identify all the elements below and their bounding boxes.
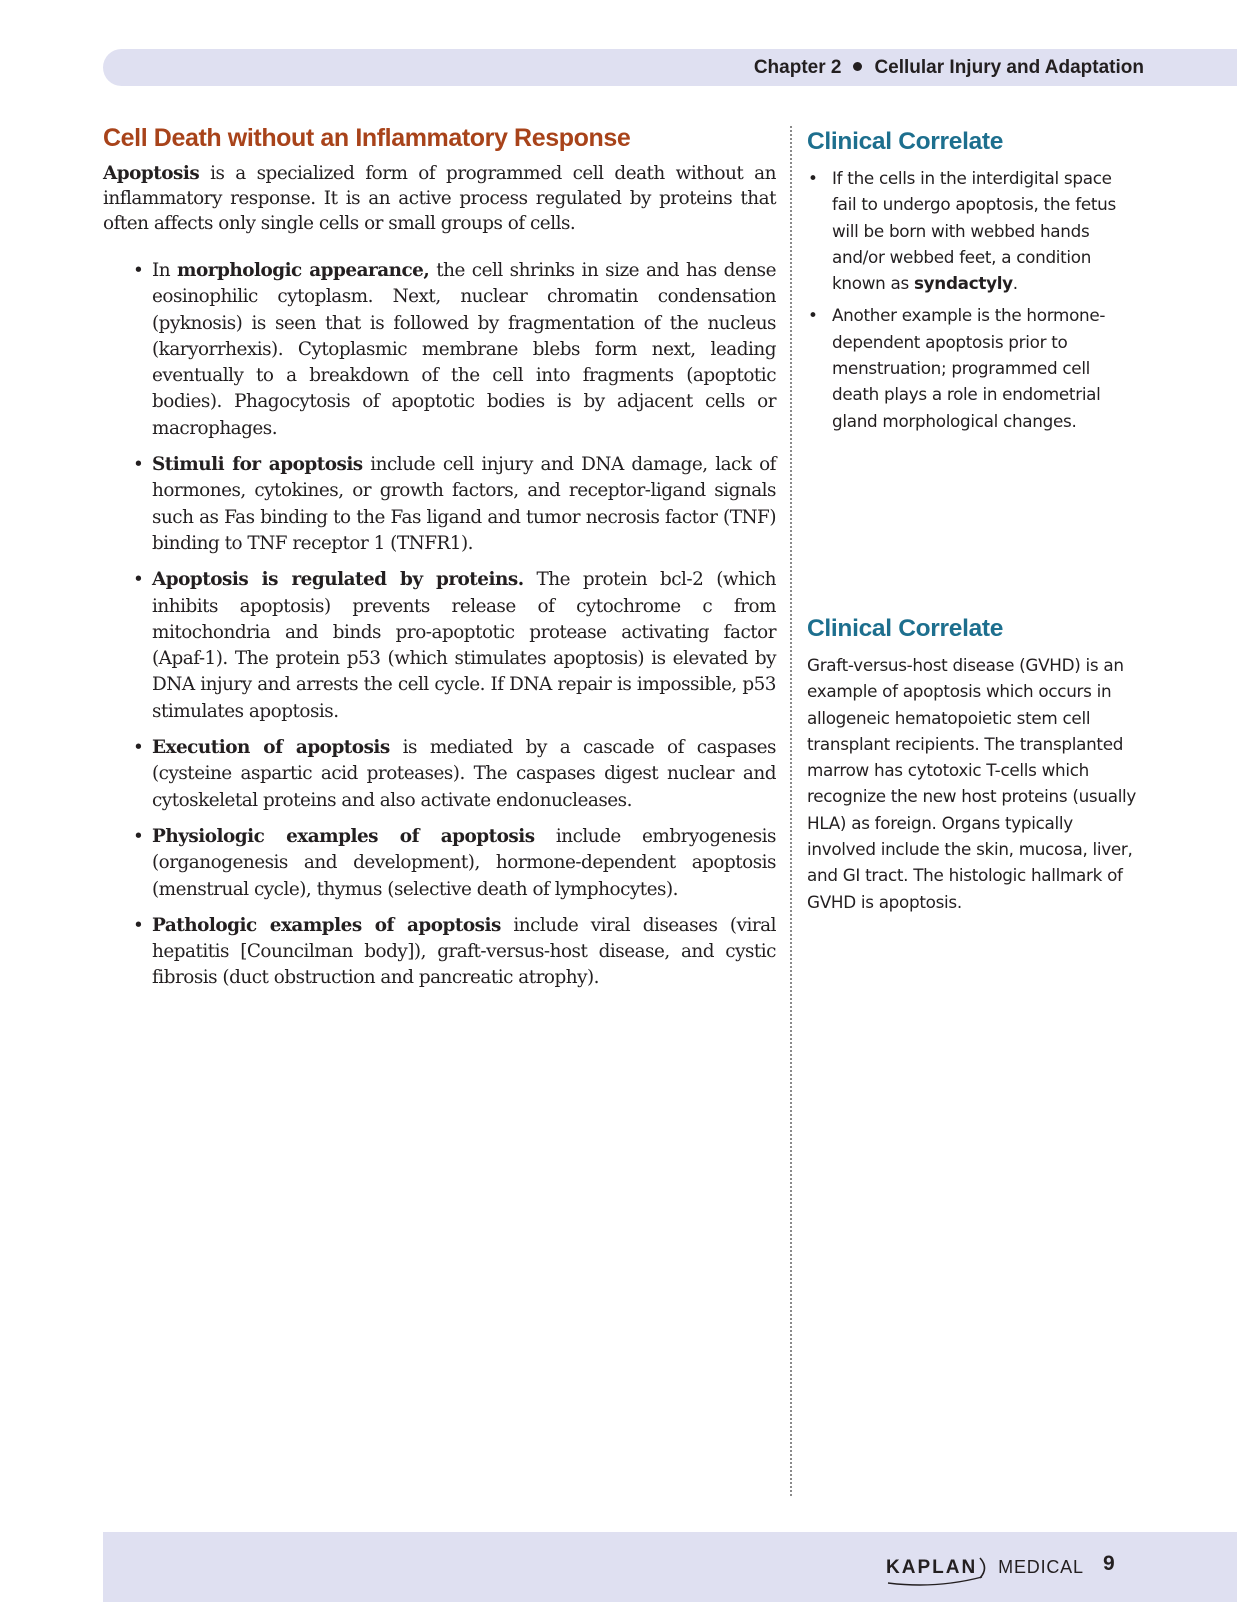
intro-paragraph bbox=[103, 161, 776, 236]
bullet-icon: • bbox=[133, 825, 144, 847]
list-item: • Execution of apoptosis is mediated by a cascade of caspases (cysteine aspartic acid proteases). The caspases digest nuclear and cytoskeletal proteins and also activate endonucleases. bbox=[133, 737, 776, 811]
sidebar-bullet-list bbox=[807, 165, 1137, 434]
brand-name: KAPLAN bbox=[886, 1557, 978, 1579]
list-item: • Another example is the hormone-dependent apoptosis prior to menstruation; programmed cell death plays a role in endometrial gland morphological changes. bbox=[832, 302, 1137, 433]
list-item: • Apoptosis is regulated by proteins. The protein bcl-2 (which inhibits apoptosis) prevents release of cytochrome c from mitochondria and binds pro-apoptotic protease activating factor (Apaf-1). The protein p53 (which stimulates apoptosis) is elevated by DNA injury and arrests the cell cycle. If DNA repair is impossible, p53 stimulates apoptosis. bbox=[133, 569, 777, 722]
logo-swoosh-icon bbox=[886, 1574, 986, 1588]
clinical-correlate-sidebar-1 bbox=[807, 126, 1137, 440]
bullet-icon: • bbox=[133, 260, 144, 281]
running-header bbox=[103, 49, 1237, 86]
chapter-label: Chapter 2 bbox=[753, 57, 842, 78]
main-column bbox=[103, 122, 776, 1002]
list-item: • Stimuli for apoptosis include cell injury and DNA damage, lack of hormones, cytokines, or growth factors, and receptor-ligand signals such as Fas binding to the Fas ligand and tumor necrosis factor (TNF) binding to TNF receptor 1 (TNFR1). bbox=[133, 454, 776, 554]
column-divider bbox=[790, 126, 792, 1496]
sidebar-title: Clinical Correlate bbox=[807, 128, 1004, 155]
brand-suffix: MEDICAL bbox=[998, 1557, 1084, 1578]
page-number: 9 bbox=[1103, 1552, 1115, 1575]
bullet-separator-icon bbox=[853, 62, 862, 71]
kaplan-medical-logo bbox=[886, 1554, 1084, 1584]
list-item: • If the cells in the interdigital space fail to undergo apoptosis, the fetus will be born with webbed hands and/or webbed feet, a condition known as syndactyly. bbox=[832, 165, 1137, 296]
clinical-correlate-sidebar-2 bbox=[807, 613, 1137, 915]
chapter-title: Cellular Injury and Adaptation bbox=[874, 57, 1144, 78]
list-item: • Physiologic examples of apoptosis include embryogenesis (organogenesis and development), hormone-dependent apoptosis (menstrual cycle), thymus (selective death of lymphocytes). bbox=[133, 825, 776, 900]
bullet-icon: • bbox=[808, 305, 818, 326]
bullet-icon: • bbox=[133, 569, 144, 591]
intro-text: is a specialized form of programmed cell death without an inflammatory response. It is an active process regulated by proteins that often affects only single cells or small groups of cells. bbox=[103, 163, 776, 234]
bullet-icon: • bbox=[133, 914, 144, 936]
page-footer bbox=[103, 1532, 1237, 1602]
list-item: • In morphologic appearance, the cell shrinks in size and has dense eosinophilic cytoplasm. Next, nuclear chromatin condensation (pyknosis) is seen that is followed by fragmentation of the nucleus (karyorrhexis). Cytoplasmic membrane blebs form next, leading eventually to a breakdown of the cell into fragments (apoptotic bodies). Phagocytosis of apoptotic bodies is by adjacent cells or macrophages. bbox=[133, 260, 776, 439]
intro-term: Apoptosis bbox=[103, 163, 200, 184]
section-title: Cell Death without an Inflammatory Response bbox=[103, 124, 631, 152]
list-item: • Pathologic examples of apoptosis include viral diseases (viral hepatitis [Councilman body]), graft-versus-host disease, and cystic fibrosis (duct obstruction and pancreatic atrophy). bbox=[133, 914, 776, 989]
running-header-text bbox=[754, 49, 1144, 86]
sidebar-body: Graft-versus-host disease (GVHD) is an example of apoptosis which occurs in allogeneic hematopoietic stem cell transplant recipients. The transplanted marrow has cytotoxic T-cells which recognize the new host proteins (usually HLA) as foreign. Organs typically involved include the skin, mucosa, liver, and GI tract. The histologic hallmark of GVHD is apoptosis. bbox=[807, 655, 1137, 912]
apoptosis-bullet-list bbox=[103, 258, 776, 992]
bullet-icon: • bbox=[133, 454, 144, 476]
bullet-icon: • bbox=[808, 168, 818, 188]
bullet-icon: • bbox=[133, 737, 144, 759]
sidebar-title: Clinical Correlate bbox=[807, 615, 1004, 642]
